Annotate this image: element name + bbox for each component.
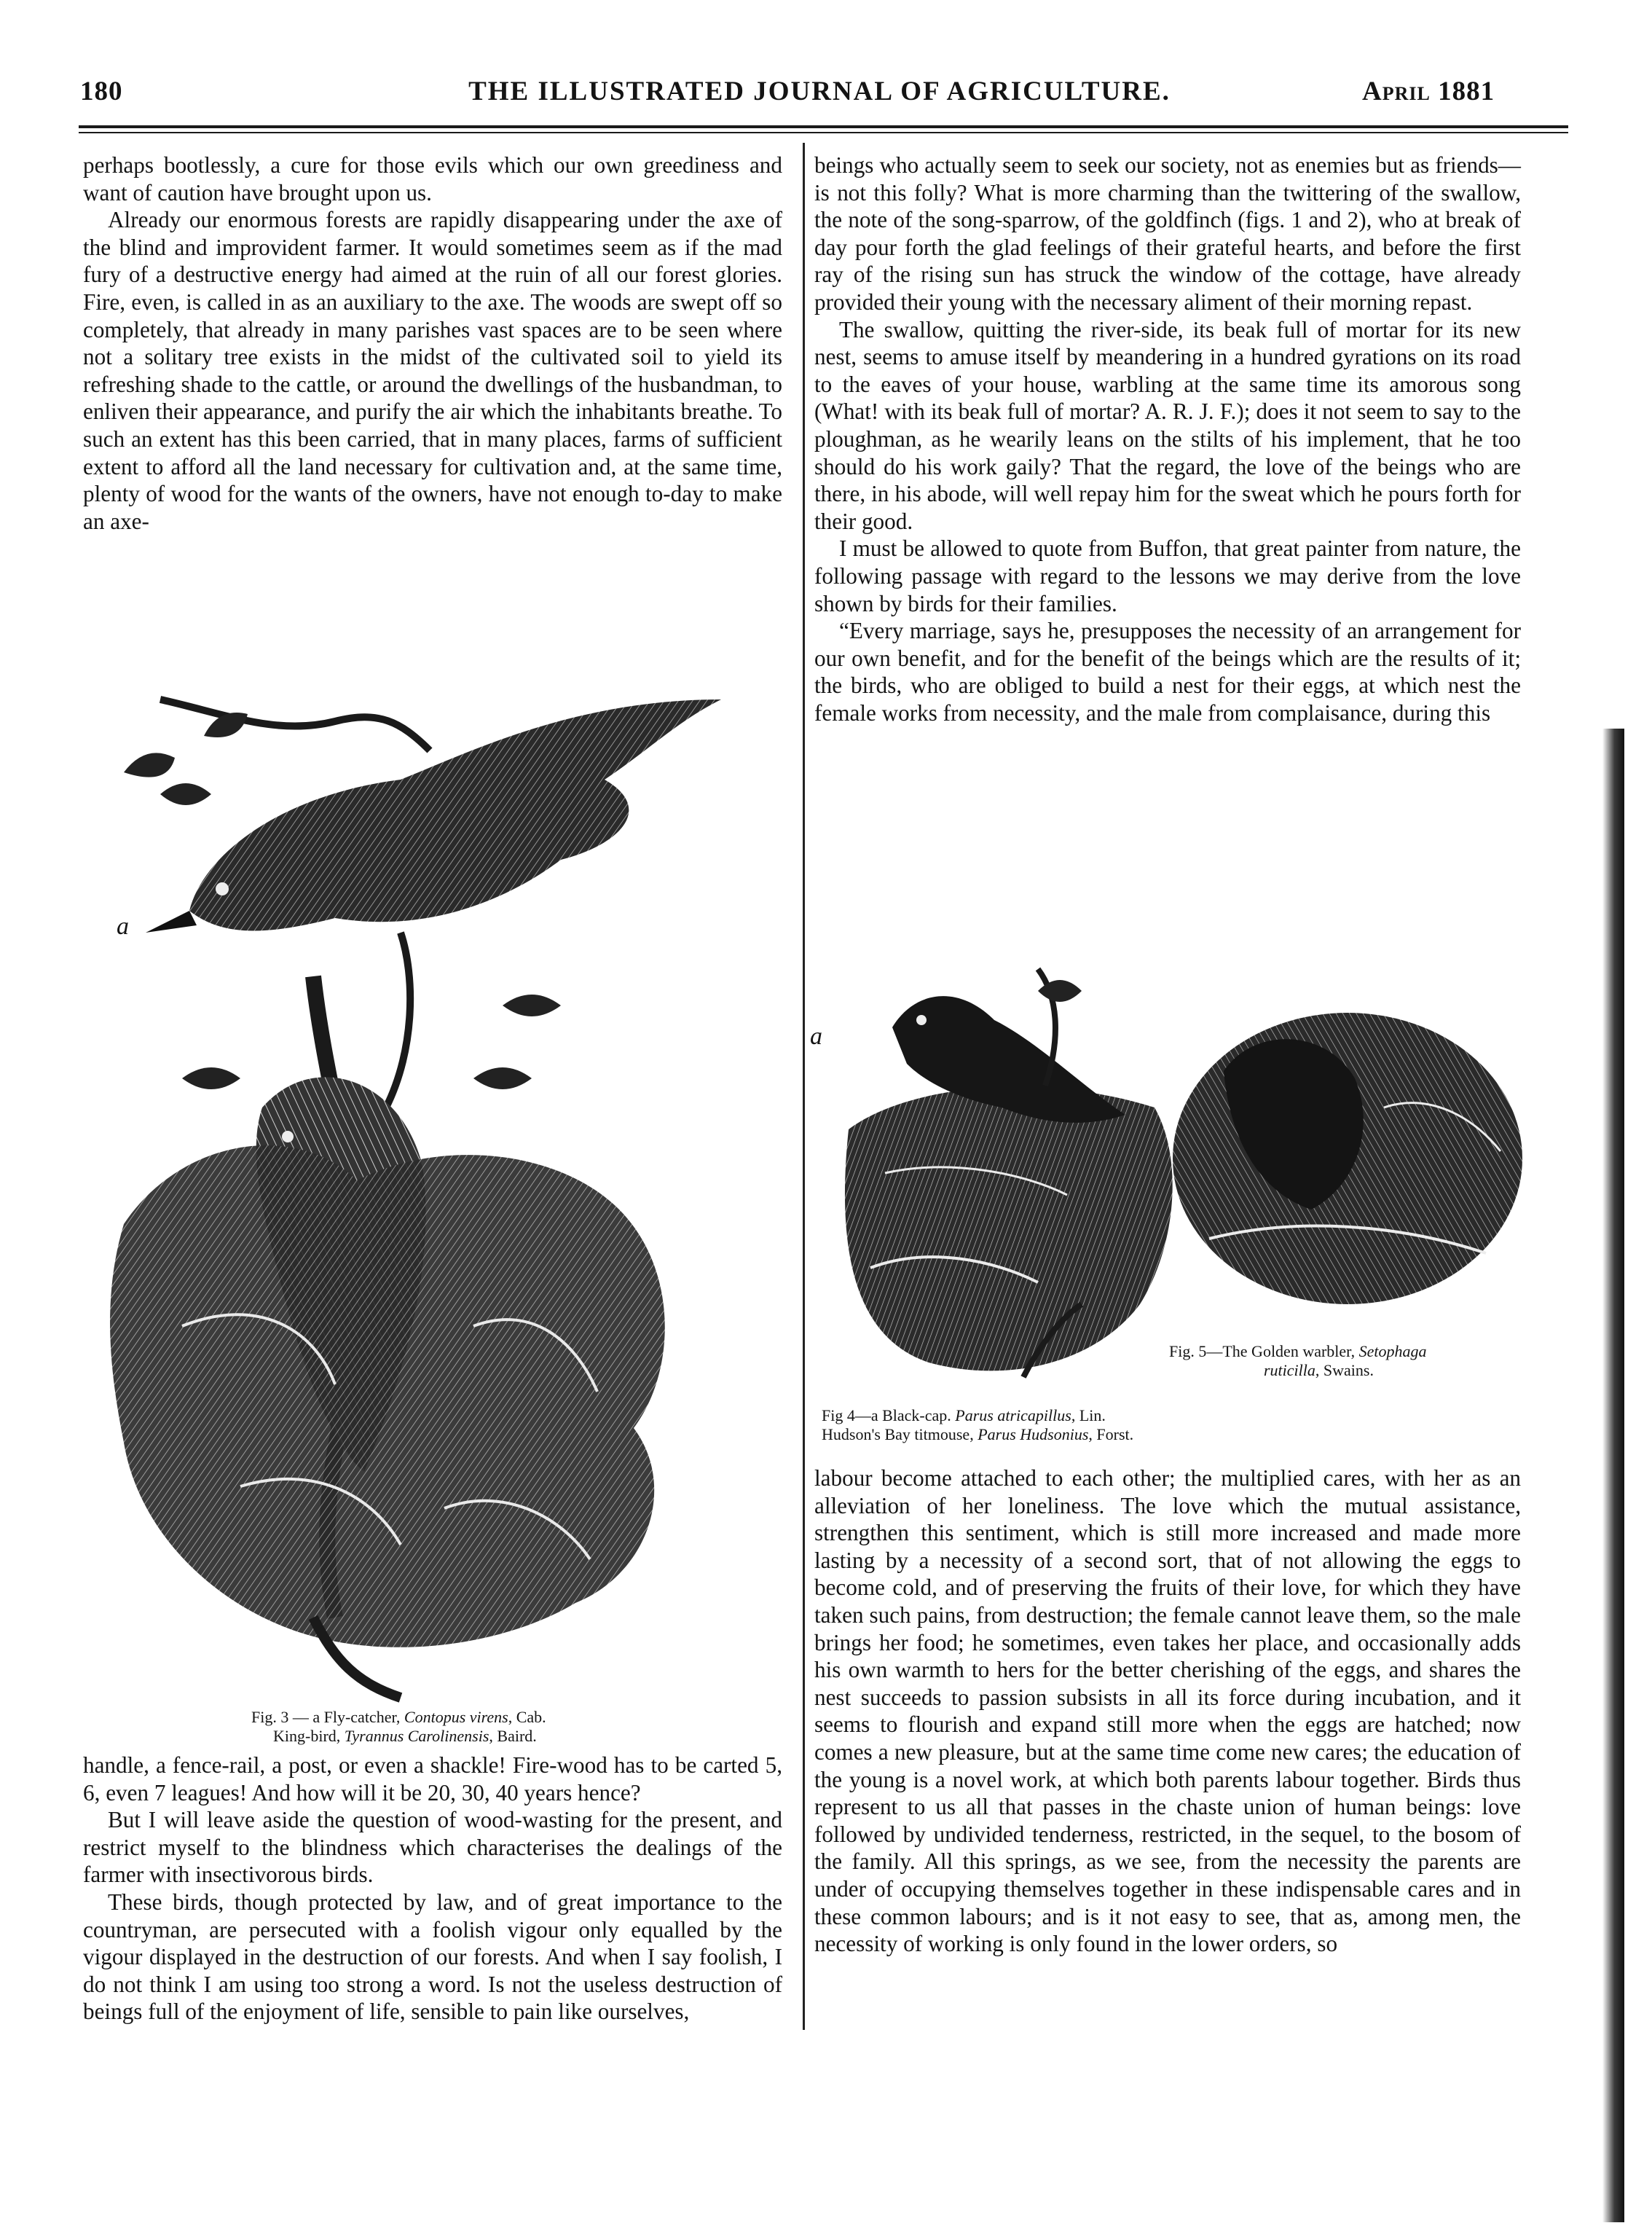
black-cap-titmouse-illustration <box>819 940 1187 1406</box>
column2-bottom-text <box>814 1465 1521 1958</box>
caption-text: , Lin. <box>1071 1406 1106 1424</box>
paragraph: labour become attached to each other; the multiplied cares, with her as an alleviation of her loneliness. The love which the mutual assistance, strengthen this sentiment, which is still more increased and made more lasting by a necessity of a second sort, that of not allowing the eggs to become cold, and of preserving the fruits of their love, for which they have taken such pains, from destruction; the female cannot leave them, so the male brings her food; he sometimes, even takes her place, and occasionally adds his own warmth to hers for the better cherishing of the eggs, and shares the nest succeeds to passion subsists in all its force during incubation, and it seems to flourish and expand still more when the eggs are hatched; now comes a new pleasure, but at the same time come new cares; the education of the young is a novel work, at which both parents labour together. Birds thus represent to us all that passes in the chaste union of human beings: love followed by undivided tenderness, restricted, in the sequel, to the bosom of the family. All this springs, as we see, from the necessity the parents are under of occupying themselves together in these indispensable cares and in these common labours; and is it not easy to see, that as, among men, the necessity of working is only found in the lower orders, so <box>814 1465 1521 1957</box>
column-rule <box>803 143 805 2030</box>
paragraph: The swallow, quitting the river-side, its beak full of mortar for its new nest, seems to amuse itself by meandering in a hundred gyrations on its road to the eaves of your house, warbling at the same time its amorous song (What! with its beak full of mortar? A. R. J. F.); does it not seem to say to the ploughman, as he wearily leans on the stilts of his implement, that he too should do his work gaily? That the regard, the love of the beings who are there, in his abode, will well repay him for the sweat which he pours forth for their good. <box>814 316 1521 534</box>
fly-catcher-kingbird-illustration <box>95 670 772 1705</box>
fig3-letter-a: a <box>117 913 129 940</box>
paragraph: beings who actually seem to seek our society, not as enemies but as friends—is not this folly? What is more charming than the twittering of the swallow, the note of the song-sparrow, of the goldfinch (figs. 1 and 2), who at break of day pour forth the glad feelings of their grateful hearts, and before the first ray of the rising sun has struck the window of the cottage, have already provided their young with the necessary aliment of their morning repast. <box>814 152 1521 315</box>
caption-latin: Parus atricapillus <box>955 1406 1071 1424</box>
paragraph: handle, a fence-rail, a post, or even a shackle! Fire-wood has to be carted 5, 6, even 7 leagues! And how will it be 20, 30, 40 years hence? <box>83 1752 782 1805</box>
caption-latin: Setophaga <box>1358 1342 1427 1360</box>
header-rule-thin <box>79 132 1568 133</box>
caption-text: , Cab. <box>508 1708 546 1726</box>
column1-top-text <box>83 152 782 535</box>
paragraph: But I will leave aside the question of wood-wasting for the present, and restrict myself to the blindness which characterises the dealings of the farmer with insectivorous birds. <box>83 1807 782 1888</box>
caption-text: , Forst. <box>1088 1425 1134 1443</box>
column2-top-text <box>814 152 1521 726</box>
caption-text: King-bird, <box>273 1727 345 1745</box>
journal-title: THE ILLUSTRATED JOURNAL OF AGRICULTURE. <box>468 77 1171 106</box>
paragraph: perhaps bootlessly, a cure for those evils which our own greediness and want of caution have brought upon us. <box>83 152 782 205</box>
paragraph: Already our enormous forests are rapidly disappearing under the axe of the blind and improvident farmer. It would sometimes seem as if the mad fury of a destructive energy had aimed at the ruin of all our forest glories. Fire, even, is called in as an auxiliary to the axe. The woods are swept off so completely, that already in many parishes vast spaces are to be seen where not a solitary tree exists in the midst of the cultivated soil to yield its refreshing shade to the cattle, or around the dwellings of the husbandman, to enliven their appearance, and purify the air which the inhabitants breathe. To such an extent has this been carried, that in many places, farms of sufficient extent to afford all the land necessary for cultivation and, at the same time, plenty of wood for the wants of the owners, have not enough to-day to make an axe- <box>83 207 782 534</box>
caption-latin: ruticilla <box>1264 1361 1315 1379</box>
caption-text: Hudson's Bay titmouse, <box>822 1425 978 1443</box>
caption-text: Fig. 3 — a Fly-catcher, <box>251 1708 404 1726</box>
fig4-caption <box>822 1406 1404 1444</box>
fig3-caption <box>251 1708 776 1746</box>
page-number: 180 <box>80 77 123 106</box>
caption-latin: Parus Hudsonius <box>978 1425 1089 1443</box>
paragraph: These birds, though protected by law, and of great importance to the countryman, are persecuted with a foolish vigour only equalled by the vigour displayed in the destruction of our forests. And when I say foolish, I do not think I am using too strong a word. Is not the useless destruction of beings full of the enjoyment of life, sensible to pain like ourselves, <box>83 1889 782 2025</box>
header-rule-thick <box>79 125 1568 128</box>
caption-latin: Tyrannus Carolinensis <box>344 1727 489 1745</box>
caption-text: Fig. 5—The Golden warbler, <box>1169 1342 1359 1360</box>
caption-text: , Baird. <box>489 1727 537 1745</box>
caption-text: Fig 4—a Black-cap. <box>822 1406 956 1424</box>
paragraph: “Every marriage, says he, presupposes the necessity of an arrangement for our own benefit, and for the benefit of the beings which are the results of it; the birds, who are obliged to build a nest for their eggs, at which nest the female works from necessity, and the male from complaisance, during this <box>814 618 1521 726</box>
caption-latin: Contopus virens <box>404 1708 508 1726</box>
caption-text: , Swains. <box>1315 1361 1374 1379</box>
paragraph: I must be allowed to quote from Buffon, that great painter from nature, the following passage with regard to the lessons we may derive from the love shown by birds for their families. <box>814 536 1521 616</box>
issue-date: April 1881 <box>1362 77 1495 106</box>
column1-bottom-text <box>83 1752 782 2026</box>
fig5-caption <box>1169 1342 1533 1380</box>
golden-warbler-illustration <box>1165 998 1530 1319</box>
scan-edge-shadow <box>1602 729 1624 2222</box>
fig4-letter-a: a <box>810 1023 822 1050</box>
